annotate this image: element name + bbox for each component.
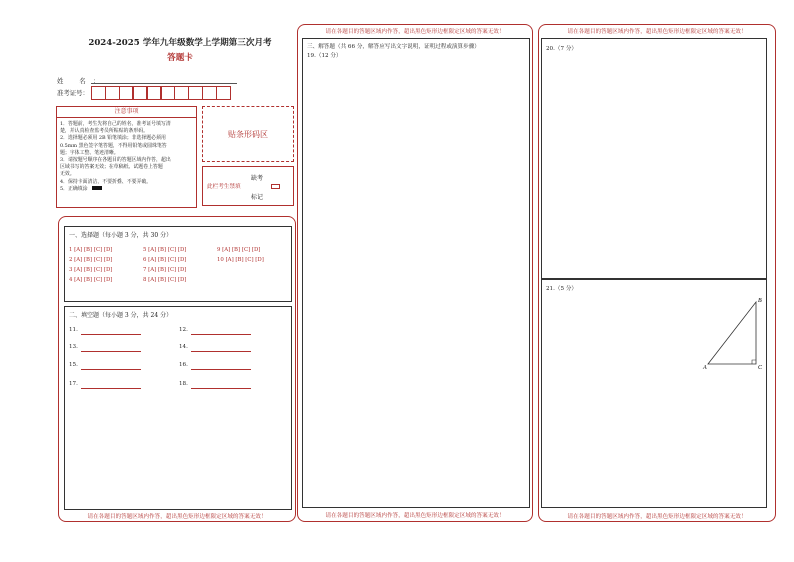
exam-id-label: 准考证号： [57,89,89,97]
choice-item[interactable]: 3 [A] [B] [C] [D] [69,267,113,273]
fill-answer-line[interactable] [81,369,141,370]
id-digit-box[interactable] [119,86,134,100]
name-field[interactable] [91,83,237,84]
notice-line: 1．答题前，考生先将自己的姓名，准考证号填写清 [60,121,171,127]
solve-title: 三、解答题（共 66 分，解答应写出文字说明，证明过程或演算步骤） [307,44,480,50]
absent-note: 此栏考生禁填 [207,184,241,190]
id-digit-box[interactable] [161,86,176,100]
choice-item[interactable]: 6 [A] [B] [C] [D] [143,257,187,263]
choice-item[interactable]: 4 [A] [B] [C] [D] [69,277,113,283]
fill-answer-line[interactable] [191,369,251,370]
id-digit-box[interactable] [202,86,217,100]
page-title: 2024-2025 学年九年级数学上学期第三次月考 [88,38,272,48]
absent-checkbox[interactable] [271,184,280,189]
name-label: 姓 名： [57,77,107,85]
id-digit-box[interactable] [91,86,106,100]
id-digit-box[interactable] [105,86,120,100]
warning-top-c: 请在各题目的答题区域内作答，超出黑色矩形边框限定区域的答案无效！ [567,29,747,35]
id-digit-box[interactable] [188,86,203,100]
notice-line: 4．保持卡面清洁，不要折叠、不要弄破。 [60,178,152,185]
question-20-label: 20.（7 分） [546,46,578,52]
choice-section [64,226,292,302]
fill-answer-line[interactable] [191,388,251,389]
fill-label: 17. [69,381,78,387]
right-triangle-figure [702,294,768,372]
fill-label: 12. [179,327,188,333]
fill-answer-line[interactable] [81,334,141,335]
barcode-area [202,106,294,162]
page-subtitle: 答题卡 [167,53,193,63]
choice-title: 一、选择题（每小题 3 分，共 30 分） [69,232,173,239]
fill-label: 13. [69,344,78,350]
choice-item[interactable]: 10 [A] [B] [C] [D] [217,257,264,263]
warning-bottom-a: 请在各题目的答题区域内作答，超出黑色矩形边框限定区域的答案无效！ [87,514,267,520]
absent-label: 缺考 [251,175,264,182]
correct-fill-label: 5．正确填涂 [60,185,88,192]
fill-label: 11. [69,327,78,333]
id-digit-box[interactable] [147,86,162,100]
notice-body [60,121,194,193]
notice-line: 题；字体工整、笔迹清晰。 [60,149,119,156]
vertex-c-label: C [758,365,763,371]
fill-answer-line[interactable] [81,388,141,389]
notice-line: 楚，并认真检查监考员所粘贴的条形码。 [60,128,149,135]
fill-label: 16. [179,362,188,368]
id-digit-box[interactable] [174,86,189,100]
exam-id-boxes[interactable] [91,86,230,100]
warning-bottom-b: 请在各题目的答题区域内作答，超出黑色矩形边框限定区域的答案无效！ [325,513,505,519]
choice-item[interactable]: 7 [A] [B] [C] [D] [143,267,187,273]
fill-title: 二、填空题（每小题 3 分，共 24 分） [69,312,173,319]
fill-answer-line[interactable] [191,351,251,352]
fill-label: 14. [179,344,188,350]
question-19-label: 19.（12 分） [307,53,342,59]
choice-item[interactable]: 9 [A] [B] [C] [D] [217,247,261,253]
question-21-label: 21.（5 分） [546,286,578,292]
correct-fill-line [60,186,194,193]
triangle-shape [708,302,756,364]
choice-item[interactable]: 8 [A] [B] [C] [D] [143,277,187,283]
filled-mark-icon [92,186,102,190]
warning-top-b: 请在各题目的答题区域内作答，超出黑色矩形边框限定区域的答案无效！ [325,29,505,35]
fill-answer-line[interactable] [81,351,141,352]
choice-item[interactable]: 5 [A] [B] [C] [D] [143,247,187,253]
notice-line: 无效。 [60,171,75,178]
notice-line: 区域书写的答案无效；在草稿纸、试题卷上答题 [60,164,163,171]
choice-item[interactable]: 1 [A] [B] [C] [D] [69,247,113,253]
fill-label: 15. [69,362,78,368]
warning-bottom-c: 请在各题目的答题区域内作答，超出黑色矩形边框限定区域的答案无效！ [567,514,747,520]
vertex-a-label: A [703,365,707,371]
id-digit-box[interactable] [133,86,148,100]
question-21-area[interactable] [541,279,767,508]
fill-answer-line[interactable] [191,334,251,335]
choice-item[interactable]: 2 [A] [B] [C] [D] [69,257,113,263]
right-angle-mark [752,360,756,364]
vertex-b-label: B [758,298,762,304]
question-20-area[interactable] [541,38,767,279]
notice-line: 2．选择题必须用 2B 铅笔填涂；非选择题必须用 [60,135,166,142]
solve-section[interactable] [302,38,530,508]
notice-line: 0.5mm 黑色签字笔答题，不得用铅笔或圆珠笔答 [60,142,167,149]
notice-box [56,106,197,208]
fill-label: 18. [179,381,188,387]
absent-mark-box [202,166,294,206]
id-digit-box[interactable] [216,86,231,100]
notice-title: 注意事项 [57,107,196,118]
notice-line: 3．请按题号顺序在各题目的答题区域内作答，超出 [60,157,171,164]
fill-section [64,306,292,510]
barcode-label: 贴条形码区 [228,130,268,139]
absent-mark-label: 标记 [251,194,264,201]
